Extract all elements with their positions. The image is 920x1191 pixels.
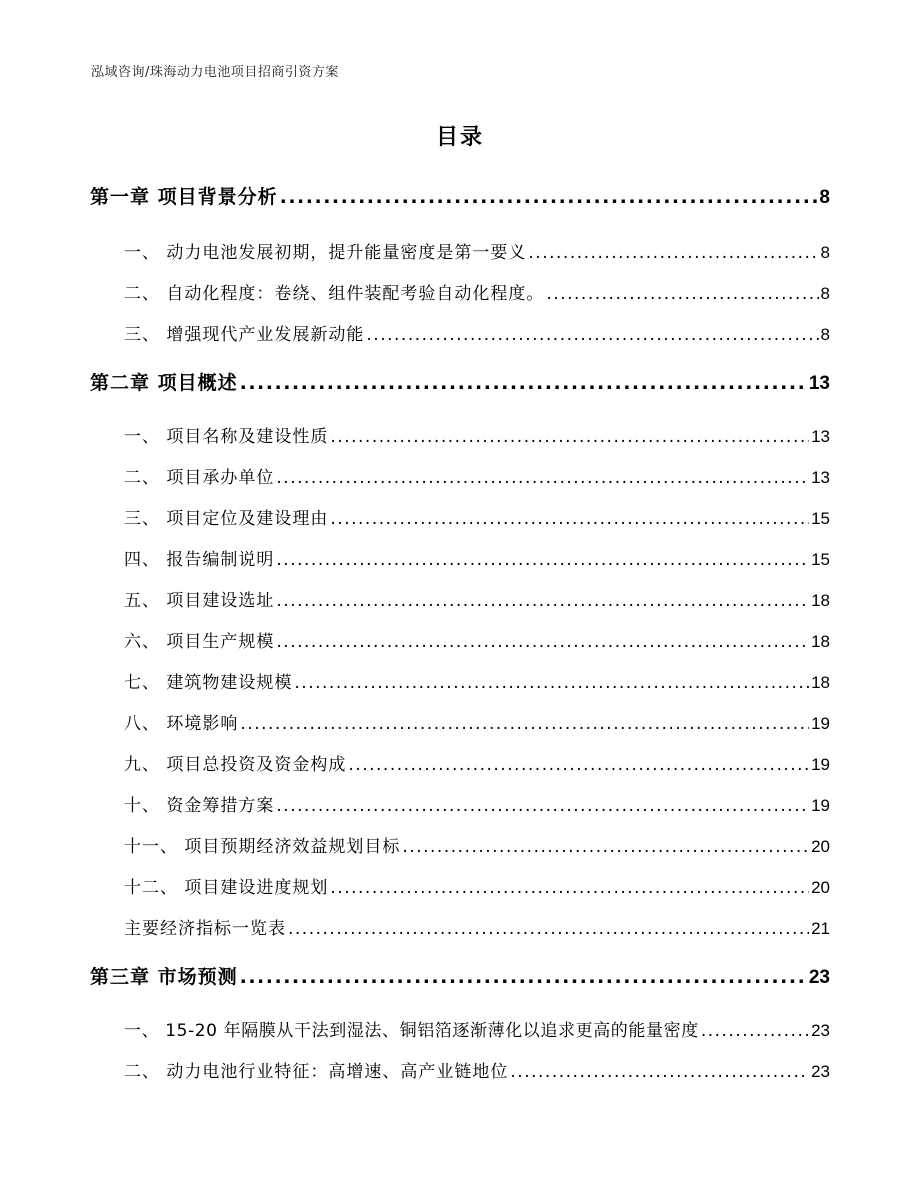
toc-dot-leader: [330, 878, 809, 898]
toc-entry-section[interactable]: [124, 279, 830, 304]
toc-entry-page: 23: [811, 1062, 830, 1081]
toc-entry-section[interactable]: [124, 668, 830, 693]
toc-dot-leader: [546, 284, 818, 304]
toc-entry-label: 二、 项目承办单位: [124, 468, 275, 488]
toc-dot-leader: [276, 468, 809, 488]
toc-entry-label: 三、 增强现代产业发展新动能: [124, 325, 365, 345]
toc-entry-label: 第三章 市场预测: [90, 966, 238, 988]
toc-dot-leader: [240, 372, 807, 394]
toc-dot-leader: [330, 427, 809, 447]
toc-entry-page: 23: [808, 967, 830, 988]
toc-entry-label: 十、 资金筹措方案: [124, 796, 275, 816]
toc-dot-leader: [240, 966, 807, 988]
toc-entry-section[interactable]: [124, 320, 830, 345]
toc-entry-label: 二、 动力电池行业特征：高增速、高产业链地位: [124, 1062, 509, 1082]
toc-entry-section[interactable]: [124, 586, 830, 611]
toc-entry-label: 十一、 项目预期经济效益规划目标: [124, 837, 401, 857]
toc-entry-page: 19: [811, 796, 830, 815]
header-divider: [90, 86, 830, 87]
toc-entry-label: 第二章 项目概述: [90, 372, 238, 394]
toc-entry-page: 8: [820, 284, 830, 303]
toc-dot-leader: [294, 673, 809, 693]
toc-entry-label: 七、 建筑物建设规模: [124, 673, 293, 693]
toc-dot-leader: [528, 243, 818, 263]
toc-dot-leader: [276, 632, 809, 652]
toc-entry-section[interactable]: [124, 463, 830, 488]
toc-entry-page: 13: [808, 373, 830, 394]
toc-entry-label: 第一章 项目背景分析: [90, 186, 278, 208]
toc-entry-section[interactable]: [124, 504, 830, 529]
toc-entry-page: 19: [811, 714, 830, 733]
toc-dot-leader: [701, 1021, 809, 1041]
toc-entry-page: 13: [811, 468, 830, 487]
toc-dot-leader: [348, 755, 809, 775]
toc-entry-chapter-2[interactable]: [90, 368, 830, 395]
toc-entry-label: 一、 项目名称及建设性质: [124, 427, 329, 447]
toc-entry-section[interactable]: [124, 627, 830, 652]
toc-entry-label: 八、 环境影响: [124, 714, 239, 734]
running-header: 泓域咨询/珠海动力电池项目招商引资方案: [91, 65, 339, 80]
toc-dot-leader: [276, 591, 809, 611]
toc-entry-label: 五、 项目建设选址: [124, 591, 275, 611]
toc-dot-leader: [276, 550, 809, 570]
toc-entry-section[interactable]: [124, 545, 830, 570]
toc-entry-page: 20: [811, 837, 830, 856]
toc-entry-section[interactable]: [124, 238, 830, 263]
toc-entry-page: 13: [811, 427, 830, 446]
toc-dot-leader: [276, 796, 809, 816]
toc-entry-chapter-3[interactable]: [90, 962, 830, 989]
toc-entry-page: 8: [820, 243, 830, 262]
toc-title: 目录: [435, 125, 484, 150]
toc-entry-label: 三、 项目定位及建设理由: [124, 509, 329, 529]
toc-dot-leader: [510, 1062, 809, 1082]
toc-entry-page: 18: [811, 632, 830, 651]
toc-entry-page: 19: [811, 755, 830, 774]
toc-entry-label: 四、 报告编制说明: [124, 550, 275, 570]
toc-entry-page: 15: [811, 550, 830, 569]
toc-entry-section[interactable]: [124, 832, 830, 857]
toc-dot-leader: [330, 509, 809, 529]
toc-entry-label: 九、 项目总投资及资金构成: [124, 755, 347, 775]
toc-entry-section[interactable]: [124, 1057, 830, 1082]
toc-entry-page: 21: [811, 919, 830, 938]
toc-entry-section[interactable]: [124, 422, 830, 447]
toc-entry-page: 8: [820, 325, 830, 344]
toc-entry-label: 十二、 项目建设进度规划: [124, 878, 329, 898]
toc-entry-page: 23: [811, 1021, 830, 1040]
toc-entry-section[interactable]: [124, 914, 830, 939]
toc-entry-page: 18: [811, 673, 830, 692]
toc-dot-leader: [280, 186, 818, 208]
toc-entry-page: 18: [811, 591, 830, 610]
toc-entry-chapter-1[interactable]: [90, 182, 830, 209]
toc-entry-label: 主要经济指标一览表: [124, 919, 286, 939]
toc-entry-section[interactable]: [124, 750, 830, 775]
toc-entry-label: 二、 自动化程度：卷绕、组件装配考验自动化程度。: [124, 284, 545, 304]
toc-dot-leader: [402, 837, 809, 857]
toc-dot-leader: [288, 919, 809, 939]
toc-entry-label: 一、 动力电池发展初期，提升能量密度是第一要义: [124, 243, 527, 263]
toc-dot-leader: [366, 325, 818, 345]
toc-entry-section[interactable]: [124, 873, 830, 898]
toc-entry-section[interactable]: [124, 709, 830, 734]
toc-dot-leader: [240, 714, 809, 734]
toc-entry-section[interactable]: [124, 1016, 830, 1041]
toc-entry-page: 8: [819, 187, 830, 208]
toc-entry-page: 20: [811, 878, 830, 897]
toc-entry-label: 一、 15-20 年隔膜从干法到湿法、铜铝箔逐渐薄化以追求更高的能量密度: [124, 1021, 699, 1041]
toc-entry-page: 15: [811, 509, 830, 528]
toc-entry-label: 六、 项目生产规模: [124, 632, 275, 652]
toc-entry-section[interactable]: [124, 791, 830, 816]
